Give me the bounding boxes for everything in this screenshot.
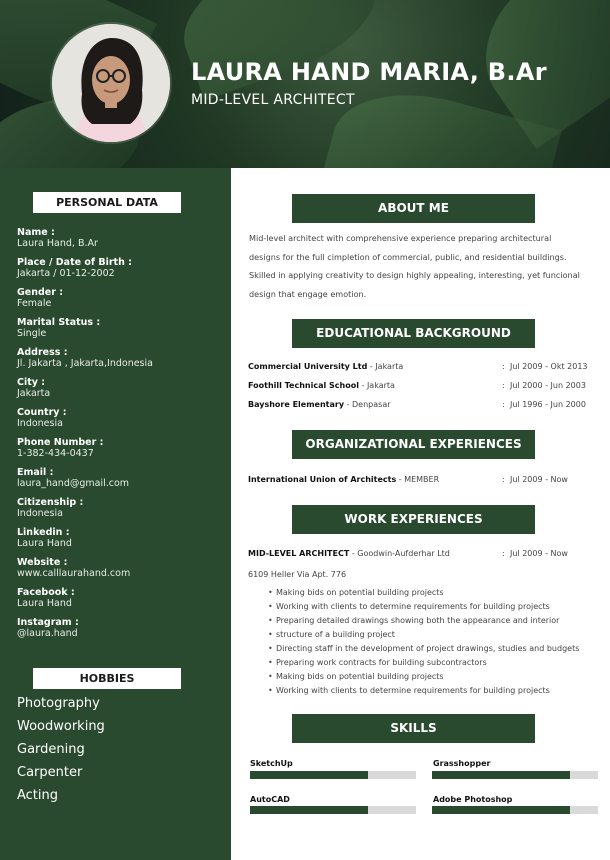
personal-data-heading: PERSONAL DATA [33,192,181,213]
work-company: - Goodwin-Aufderhar Ltd [349,549,450,558]
skill-name: Adobe Photoshop [433,795,513,804]
organization-row [248,475,593,487]
work-row [248,549,593,561]
personal-data-item [17,587,223,617]
duty-item: • Making bids on potential building projects [268,586,588,600]
duty-item: • Making bids on potential building projects [268,670,588,684]
duty-item: • Directing staff in the development of project drawings, studies and budgets [268,642,588,656]
skill-bar [250,771,416,779]
email-value: laura_hand@gmail.com [17,478,130,489]
school-name: Bayshore Elementary [248,400,345,409]
personal-data-list [17,227,223,647]
personal-data-item [17,437,223,467]
organization-heading: ORGANIZATIONAL EXPERIENCES [292,430,535,459]
education-period: Jul 1996 - Jun 2000 [510,400,586,409]
personal-data-item [17,557,223,587]
work-address: 6109 Heller Via Apt. 776 [248,570,347,579]
birth-value: Jakarta / 01-12-2002 [17,268,115,279]
about-line: design that engage emotion. [249,288,367,299]
gender-label: Gender : [17,287,64,298]
facebook-label: Facebook : [17,587,75,598]
school-location: - Jakarta [367,362,404,371]
separator: : [502,400,505,409]
country-label: Country : [17,407,67,418]
personal-data-item [17,227,223,257]
website-label: Website : [17,557,68,568]
profile-photo [52,24,170,142]
personal-data-item [17,407,223,437]
personal-data-item [17,617,223,647]
instagram-value: @laura.hand [17,628,78,639]
duty-item: • Preparing work contracts for building subcontractors [268,656,588,670]
school-name: Commercial University Ltd [248,362,368,371]
duty-item: • Working with clients to determine requirements for building projects [268,600,588,614]
hobby-item: Woodworking [17,719,105,734]
marital-status-label: Marital Status : [17,317,101,328]
facebook-value: Laura Hand [17,598,72,609]
duty-item: • Preparing detailed drawings showing both the appearance and interior [268,614,588,628]
name-value: Laura Hand, B.Ar [17,238,98,249]
email-label: Email : [17,467,54,478]
skills-heading: SKILLS [292,714,535,743]
organization-role: - MEMBER [396,475,440,484]
personal-data-item [17,317,223,347]
phone-label: Phone Number : [17,437,104,448]
work-position: MID-LEVEL ARCHITECT [248,549,350,558]
skill-bar-fill [250,771,368,779]
skill-bar-fill [432,806,570,814]
hobby-item: Photography [17,696,100,711]
about-me-heading: ABOUT ME [292,194,535,223]
hobby-item: Gardening [17,742,85,757]
organization-period: Jul 2009 - Now [510,475,568,484]
full-name: LAURA HAND MARIA, B.Ar [191,58,547,86]
skill-name: Grasshopper [433,759,491,768]
school-location: - Denpasar [344,400,391,409]
skill-bar [432,806,598,814]
hobby-item: Carpenter [17,765,83,780]
skill-bar-fill [432,771,570,779]
separator: : [502,381,505,390]
personal-data-item [17,497,223,527]
skill-name: AutoCAD [250,795,290,804]
duty-item-continuation: • structure of a building project [268,628,588,642]
hobby-item: Acting [17,788,59,803]
country-value: Indonesia [17,418,63,429]
skill-bar-fill [250,806,368,814]
phone-value: 1-382-434-0437 [17,448,94,459]
website-value: www.calllaurahand.com [17,568,131,579]
about-line: designs for the full cimpletion of commercial, public, and residential buildings. [249,251,567,262]
skill-name: SketchUp [250,759,293,768]
work-duties-list [268,586,588,698]
separator: : [502,549,505,558]
education-period: Jul 2009 - Okt 2013 [510,362,588,371]
work-period: Jul 2009 - Now [510,549,568,558]
education-period: Jul 2000 - Jun 2003 [510,381,586,390]
linkedin-value: Laura Hand [17,538,72,549]
linkedin-label: Linkedin : [17,527,70,538]
about-line: Skilled in applying creativity to design highly appealing, interesting, yet funcional [249,270,580,280]
city-label: City : [17,377,46,388]
separator: : [502,475,505,484]
about-me-text [249,229,584,303]
personal-data-item [17,527,223,557]
personal-data-item [17,257,223,287]
personal-data-item [17,377,223,407]
school-location: - Jakarta [358,381,395,390]
organization-name: International Union of Architects [248,475,397,484]
birth-label: Place / Date of Birth : [17,257,132,268]
education-row [248,362,593,374]
personal-data-item [17,287,223,317]
education-row [248,400,593,412]
skill-bar [432,771,598,779]
personal-data-item [17,467,223,497]
about-line: Mid-level architect with comprehensive experience preparing architectural [249,233,552,243]
sidebar [0,168,231,860]
personal-data-item [17,347,223,377]
address-value: Jl. Jakarta , Jakarta,Indonesia [17,358,153,369]
citizenship-value: Indonesia [17,508,63,519]
education-row [248,381,593,393]
city-value: Jakarta [17,388,51,399]
separator: : [502,362,505,371]
skill-bar [250,806,416,814]
school-name: Foothill Technical School [248,381,359,390]
hobbies-list [17,696,105,811]
gender-value: Female [17,298,52,309]
education-heading: EDUCATIONAL BACKGROUND [292,319,535,348]
duty-item: • Working with clients to determine requirements for building projects [268,684,588,698]
header-banner [0,0,610,168]
hobbies-heading: HOBBIES [33,668,181,689]
job-title: MID-LEVEL ARCHITECT [191,92,355,108]
instagram-label: Instagram : [17,617,79,628]
marital-status-value: Single [17,328,47,339]
citizenship-label: Citizenship : [17,497,84,508]
work-heading: WORK EXPERIENCES [292,505,535,534]
address-label: Address : [17,347,68,358]
name-label: Name : [17,227,55,238]
